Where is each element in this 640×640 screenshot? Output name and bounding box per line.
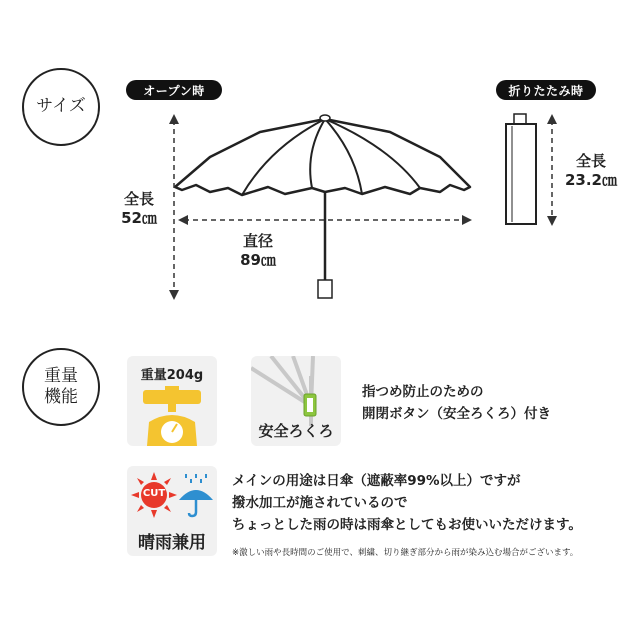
open-umbrella-illustration bbox=[150, 102, 480, 307]
weight-function-section-label: 重量 機能 bbox=[22, 348, 100, 426]
folded-state-pill: 折りたたみ時 bbox=[496, 80, 596, 100]
open-state-pill: オープン時 bbox=[126, 80, 222, 100]
sun-rain-description: メインの用途は日傘（遮蔽率99%以上）ですが 撥水加工が施されているので ちょっとした雨の時は雨傘としてもお使いいただけます。 bbox=[232, 473, 582, 533]
umbrella-canopy bbox=[175, 119, 470, 195]
open-total-length: 全長 52㎝ bbox=[121, 190, 157, 227]
safety-ring-text: 安全ろくろ bbox=[258, 422, 334, 440]
umbrella-rib bbox=[310, 119, 325, 188]
umbrella-rib bbox=[325, 119, 362, 194]
folded-total-length: 全長 23.2㎝ bbox=[564, 152, 617, 189]
size-section-label: サイズ bbox=[22, 68, 100, 146]
rain-umbrella-icon bbox=[177, 474, 215, 518]
sun-rain-card bbox=[127, 466, 217, 556]
safety-description: 指つめ防止のための 開閉ボタン（安全ろくろ）付き bbox=[362, 384, 551, 422]
cut-badge: CUT bbox=[142, 488, 166, 499]
scale-icon bbox=[135, 382, 209, 446]
weight-text: 重量204g bbox=[140, 368, 204, 383]
diameter: 直径 89㎝ bbox=[240, 232, 276, 269]
safety-ring-card bbox=[251, 356, 341, 446]
sun-rain-text: 晴雨兼用 bbox=[138, 533, 206, 553]
umbrella-rib bbox=[242, 119, 325, 195]
umbrella-handle bbox=[318, 280, 332, 298]
weight-card bbox=[127, 356, 217, 446]
open-length-arrow bbox=[166, 112, 182, 302]
water-note: ※激しい雨や長時間のご使用で、刺繍、切り継ぎ部分から雨が染み込む場合がございます。 bbox=[232, 548, 579, 558]
folded-umbrella-illustration bbox=[500, 110, 550, 230]
